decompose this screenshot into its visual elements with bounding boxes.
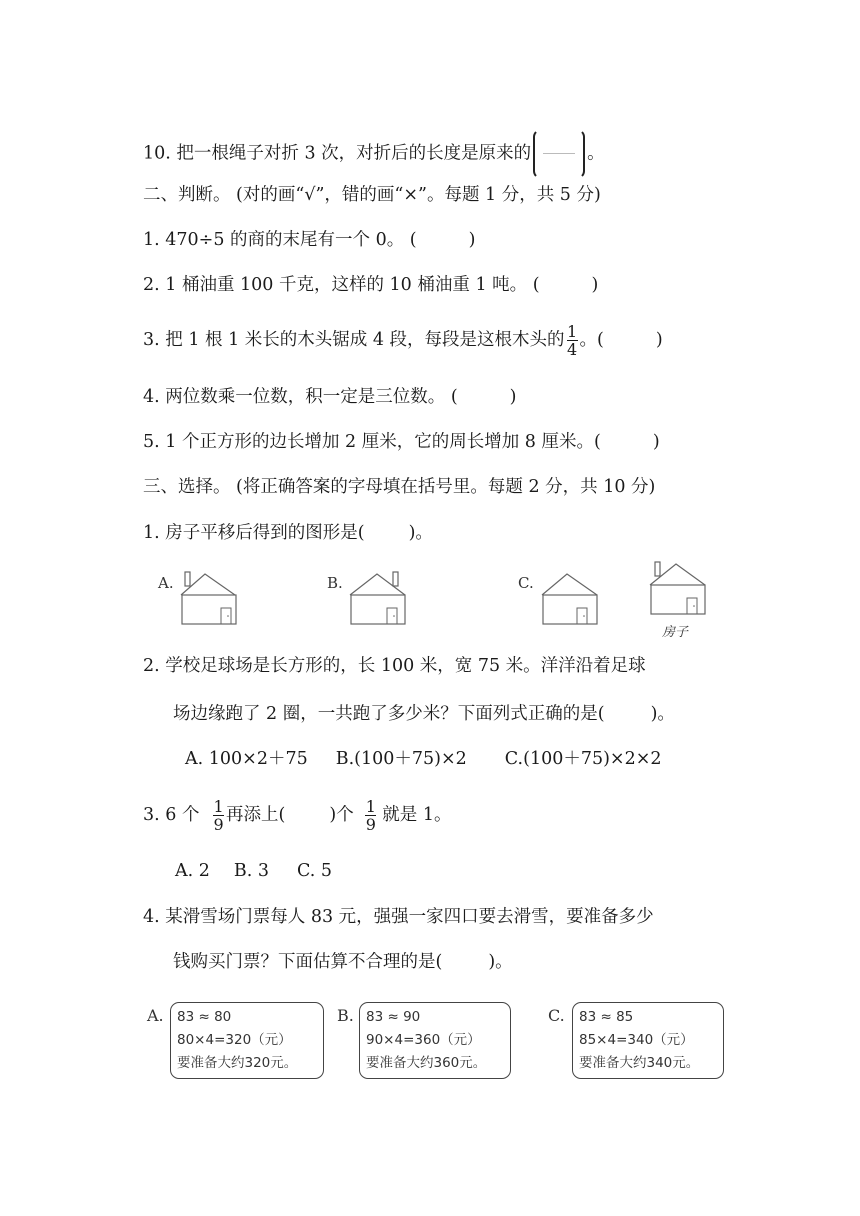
option-a-label[interactable]: A. — [147, 1006, 164, 1025]
choice-question-3-options — [175, 857, 740, 885]
option-c[interactable]: C. 5 — [297, 861, 333, 881]
house-caption: 房子 — [662, 625, 689, 640]
option-c-label[interactable]: C. — [548, 1006, 565, 1025]
judge-item-4: 4. 两位数乘一位数，积一定是三位数。 ( ) — [143, 387, 517, 407]
option-a-label[interactable]: A. — [158, 574, 174, 592]
judge-item-3: 3. 把 1 根 1 米长的木头锯成 4 段，每段是这根木头的 $\frac{1}{4}$ 。( ) — [143, 322, 663, 359]
option-b[interactable]: B. 3 — [233, 861, 270, 881]
option-b-label[interactable]: B. — [327, 574, 343, 592]
answer-fraction-box[interactable] — [533, 129, 585, 179]
choice-question-4-line1: 4. 某滑雪场门票每人 83 元，强强一家四口要去滑雪，要准备多少 — [143, 907, 654, 927]
choice-question-2-options — [185, 745, 740, 773]
fraction-one-quarter: $\frac{1}{4}$ — [566, 322, 578, 359]
option-b[interactable]: B.(100＋75)×2 — [335, 749, 467, 769]
fraction-one-ninth: $\frac{1}{9}$ — [213, 797, 224, 834]
option-c-label[interactable]: C. — [518, 574, 534, 592]
section-2-heading: 二、判断。 (对的画“√”，错的画“×”。每题 1 分，共 5 分) — [143, 185, 601, 205]
option-a[interactable]: A. 100×2＋75 — [185, 749, 308, 769]
option-a[interactable]: A. 2 — [175, 861, 210, 881]
calc-box-option-b[interactable]: 83 ≈ 90 90×4=360（元） 要准备大约360元。 — [359, 1002, 511, 1079]
choice-question-3: 3. 6 个 $\frac{1}{9}$ 再添上( )个 $\frac{1}{9}$ 就是 1。 — [143, 797, 452, 834]
house-option-b-icon[interactable] — [347, 570, 409, 626]
choice-question-4-line2: 钱购买门票？下面估算不合理的是( )。 — [173, 952, 513, 972]
calc-box-option-c[interactable]: 83 ≈ 85 85×4=340（元） 要准备大约340元。 — [572, 1002, 724, 1079]
judge-item-2: 2. 1 桶油重 100 千克，这样的 10 桶油重 1 吨。 ( ) — [143, 275, 599, 295]
house-option-c-icon[interactable] — [539, 570, 601, 626]
judge-item-5: 5. 1 个正方形的边长增加 2 厘米，它的周长增加 8 厘米。( ) — [143, 432, 660, 452]
house-option-a-icon[interactable] — [178, 570, 240, 626]
calc-box-option-a[interactable]: 83 ≈ 80 80×4=320（元） 要准备大约320元。 — [170, 1002, 324, 1079]
choice-question-2-line2: 场边缘跑了 2 圈，一共跑了多少米？下面列式正确的是( )。 — [173, 704, 675, 724]
question-10: 10. 把一根绳子对折 3 次，对折后的长度是原来的 。 — [143, 129, 740, 179]
question-10-text: 10. 把一根绳子对折 3 次，对折后的长度是原来的 — [143, 143, 532, 164]
house-original-icon — [647, 560, 709, 616]
choice-question-2-line1: 2. 学校足球场是长方形的，长 100 米，宽 75 米。洋洋沿着足球 — [143, 656, 646, 676]
fraction-one-ninth: $\frac{1}{9}$ — [365, 797, 376, 834]
judge-item-1: 1. 470÷5 的商的末尾有一个 0。 ( ) — [143, 230, 476, 250]
choice-question-1: 1. 房子平移后得到的图形是( )。 — [143, 523, 433, 543]
option-b-label[interactable]: B. — [337, 1006, 354, 1025]
option-c[interactable]: C.(100＋75)×2×2 — [504, 749, 662, 769]
section-3-heading: 三、选择。 (将正确答案的字母填在括号里。每题 2 分，共 10 分) — [143, 477, 656, 497]
